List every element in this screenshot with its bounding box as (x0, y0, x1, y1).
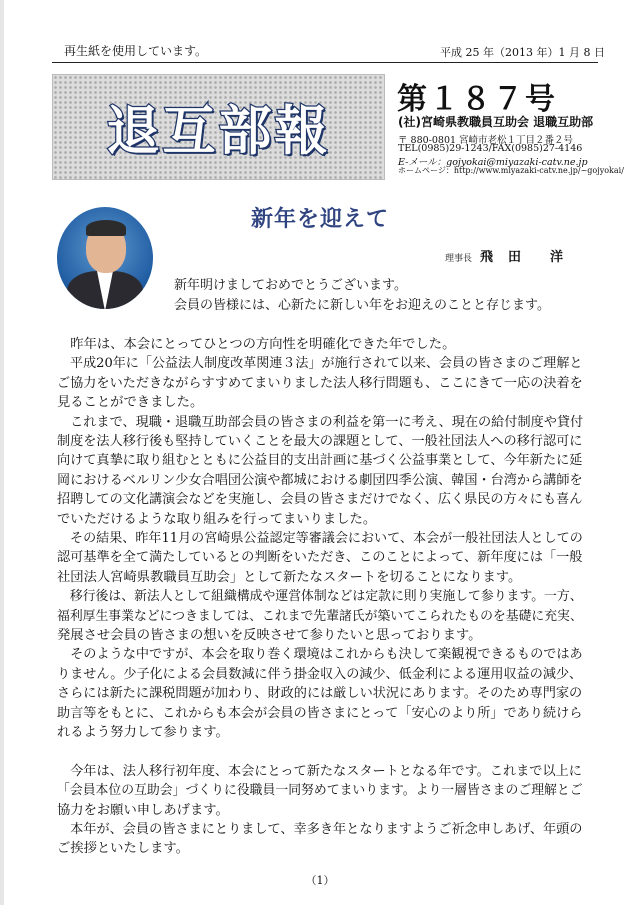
body-line: これまで、現職・退職互助部会員の皆さまの利益を第一に考え、現在の給付制度や貸付 (57, 414, 584, 430)
body-line: 本年が、会員の皆さまにとりまして、幸多き年となりますようご祈念申しあげ、年頭の (57, 822, 583, 837)
body-line: 制度を法人移行後も堅持していくことを最大の課題として、一般社団法人への移行認可に (57, 434, 583, 449)
body-line: さらには新たに課税問題が加わり、財政的には厳しい状況にあります。そのため専門家の (57, 686, 583, 702)
body-line: 移行後は、新法人として組織構成や運営体制などは定款に則り実施して参ります。一方、 (57, 589, 583, 605)
body-line: その結果、昨年11月の宮崎県公益認定等審議会において、本会が一般社団法人としての (57, 531, 583, 546)
body-line: ご挨拶といたします。 (57, 841, 189, 857)
masthead-banner (52, 74, 385, 180)
page-number: （1） (305, 874, 335, 887)
body-line: 発展させ会員の皆さまの想いを反映させて参りたいと思っております。 (57, 628, 482, 643)
body-line: 見ることができました。 (57, 395, 204, 411)
body-line: 岡におけるベルリン少女合唱団公演や都城における劇団四季公演、韓国・台湾から講師を (57, 472, 583, 488)
organization-name: (社)宮崎県教職員互助会 退職互助部 (398, 115, 594, 129)
author-name: 飛 田 洋 (480, 250, 565, 265)
recycled-paper-note: 再生紙を使用しています。 (64, 44, 208, 58)
body-line: ご協力をいただきながらすすめてまいりました法人移行問題も、ここにきて一応の決着を (57, 375, 583, 391)
contact-email: E-メール：gojyokai@miyazaki-catv.ne.jp (398, 157, 588, 168)
body-line: 向けて真摯に取り組むとともに公益目的支出計画に基づく公益事業として、今年新たに延 (57, 453, 583, 469)
page-edge (0, 0, 4, 905)
greeting-line: 会員の皆様には、心新たに新しい年をお迎えのことと存じます。 (174, 298, 550, 313)
contact-homepage: ホームページ：http://www.miyazaki-catv.ne.jp/~gojyokai/ (398, 166, 624, 175)
body-line: 今年は、法人移行初年度、本会にとって新たなスタートとなる年です。これまで以上に (57, 763, 582, 779)
body-line: 平成20年に「公益法人制度改革関連３法」が施行されて以来、会員の皆さまのご理解と (57, 356, 583, 372)
issue-number: 第１８７号 (397, 82, 557, 117)
body-line: 認可基準を全て満たしているとの判断をいただき、このことによって、新年度には「一般 (57, 550, 583, 566)
body-line: 社団法人宮崎県教職員互助会」として新たなスタートを切ることになります。 (57, 569, 522, 585)
body-line: 福利厚生事業などにつきましては、これまで先輩諸氏が築いてこられたものを基礎に充実、 (57, 608, 583, 624)
body-line: りません。少子化による会員数減に伴う掛金収入の減少、低金利による運用収益の減少、 (57, 666, 583, 682)
contact-address: 〒 880-0801 宮崎市老松１丁目２番２号 (398, 135, 574, 146)
article-title: 新年を迎えて (250, 206, 389, 232)
author-role: 理事長 (445, 254, 473, 264)
issue-date: 平成 25 年（2013 年）1 月 8 日 (440, 46, 605, 59)
body-line: でいただけるような取り組みを行ってまいりました。 (57, 511, 377, 527)
body-line: 「会員本位の互助会」づくりに役職員一同努めてまいります。より一層皆さまのご理解とご (57, 783, 583, 799)
body-line: そのような中ですが、本会を取り巻く環境はこれからも決して楽観視できるものではあ (57, 647, 583, 663)
body-line: 助言等をもとに、これからも本会が会員の皆さまにとって「安心のより所」であり続けら (57, 705, 583, 721)
greeting-line: 新年明けましておめでとうございます。 (174, 278, 407, 293)
masthead-title: 退互部報 (106, 101, 331, 162)
body-line: 協力をお願い申しあげます。 (57, 802, 229, 818)
contact-phone-fax: TEL(0985)29-1243/FAX(0985)27-4146 (398, 143, 583, 154)
author-line (445, 246, 564, 265)
body-line: 昨年は、本会にとってひとつの方向性を明確化できた年でした。 (57, 337, 456, 352)
body-line: れるよう努力して参ります。 (57, 725, 229, 740)
body-line: 招聘しての文化講演会などを実施し、会員の皆さまだけでなく、広く県民の方々にも喜ん (57, 492, 583, 508)
header-divider (52, 62, 598, 63)
